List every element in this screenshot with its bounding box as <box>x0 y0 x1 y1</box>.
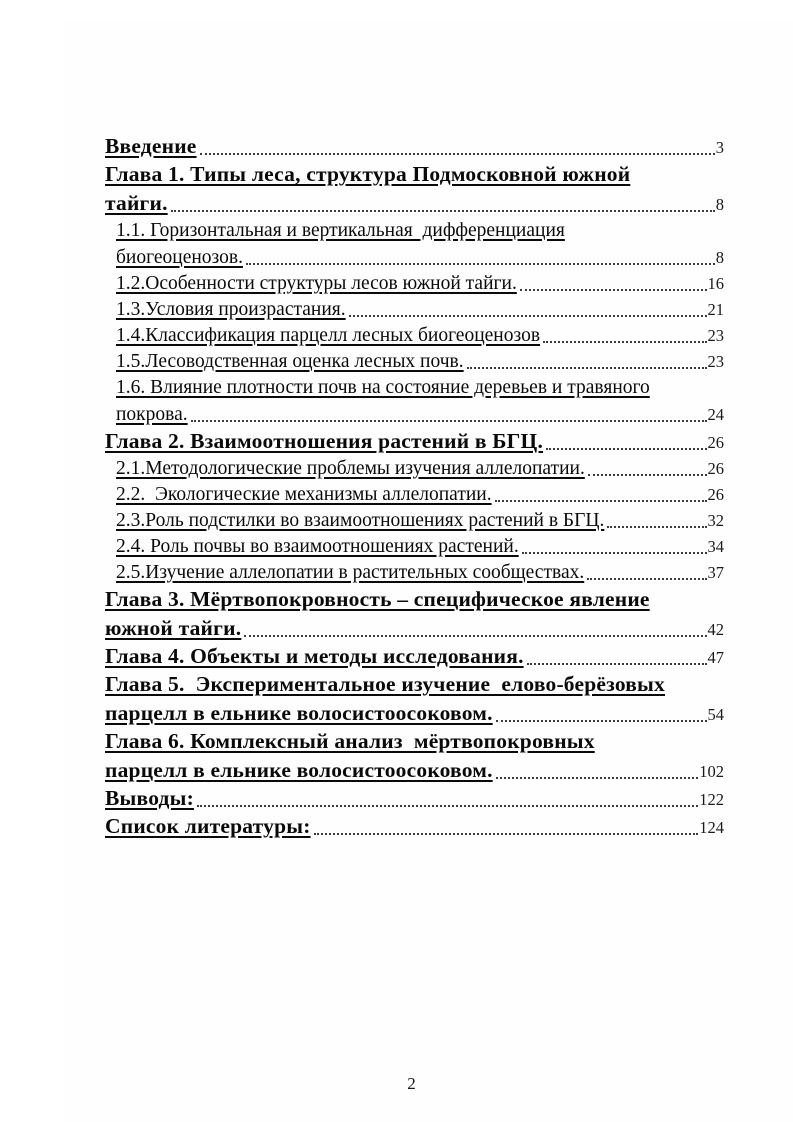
toc-leader-dots <box>244 635 706 637</box>
toc-page-number: 26 <box>707 459 724 478</box>
toc-page-number: 54 <box>707 705 724 724</box>
toc-leader-dots <box>588 474 707 476</box>
toc-leader-dots <box>522 552 707 554</box>
toc-line <box>116 375 724 402</box>
toc-entry-title: 2.3.Роль подстилки во взаимоотношениях растений в БГЦ. <box>116 510 605 531</box>
toc-page-number: 37 <box>707 563 724 582</box>
toc-leader-dots <box>527 663 707 665</box>
toc-leader-dots <box>546 448 706 450</box>
toc-line <box>105 700 724 728</box>
toc-entry <box>105 323 724 349</box>
toc-entry-title: Список литературы: <box>105 814 311 838</box>
toc-page-number: 3 <box>715 138 724 157</box>
toc-leader-dots <box>607 526 706 528</box>
toc-line <box>105 615 724 643</box>
toc-entry <box>105 534 724 560</box>
toc-entry-title: Глава 1. Типы леса, структура Подмосковной южной <box>105 162 631 186</box>
toc-entry-title: 1.2.Особенности структуры лесов южной тайги. <box>116 273 517 294</box>
toc-line <box>116 218 724 245</box>
toc-entry-title: 1.6. Влияние плотности почв на состояние деревьев и травяного <box>116 377 650 398</box>
toc-entry <box>105 456 724 482</box>
toc-entry <box>105 218 724 271</box>
toc-page-number: 124 <box>699 818 724 837</box>
toc-entry <box>105 671 724 728</box>
toc-entry <box>105 785 724 813</box>
toc-entry-title: Глава 3. Мёртвопокровность – специфическое явление <box>105 587 650 611</box>
toc-entry-title: биогеоценозов. <box>116 247 243 268</box>
toc-line <box>116 245 724 271</box>
toc-line <box>116 456 724 482</box>
toc-entry-title: 1.3.Условия произрастания. <box>116 299 346 320</box>
toc-page-number: 47 <box>707 648 724 667</box>
toc-line <box>116 482 724 508</box>
toc-entry <box>105 349 724 375</box>
toc-entry <box>105 482 724 508</box>
toc-leader-dots <box>520 289 707 291</box>
toc-entry-title: Глава 4. Объекты и методы исследования. <box>105 644 524 668</box>
toc-leader-dots <box>200 153 715 155</box>
toc-page-number: 8 <box>715 195 724 214</box>
toc-leader-dots <box>467 367 707 369</box>
toc-entry-title: парцелл в ельнике волосистоосоковом. <box>105 701 493 725</box>
toc-page-number: 23 <box>707 326 724 345</box>
toc-leader-dots <box>171 210 715 212</box>
toc-line <box>116 271 724 297</box>
table-of-contents <box>105 133 724 841</box>
toc-page-number: 42 <box>707 620 724 639</box>
toc-line <box>105 785 724 813</box>
toc-line <box>116 323 724 349</box>
toc-entry <box>105 728 724 785</box>
toc-leader-dots <box>543 341 706 343</box>
toc-entry-title: 2.1.Методологические проблемы изучения аллелопатии. <box>116 458 585 479</box>
toc-leader-dots <box>496 720 707 722</box>
toc-leader-dots <box>246 263 715 265</box>
toc-line <box>105 671 724 700</box>
toc-line <box>105 161 724 190</box>
toc-entry-title: Глава 6. Комплексный анализ мёртвопокровных <box>105 729 595 753</box>
toc-entry-title: парцелл в ельнике волосистоосоковом. <box>105 758 493 782</box>
toc-entry-title: Выводы: <box>105 786 194 810</box>
toc-line <box>105 586 724 615</box>
toc-entry <box>105 643 724 671</box>
toc-line <box>116 534 724 560</box>
toc-line <box>116 297 724 323</box>
toc-page-number: 16 <box>707 274 724 293</box>
toc-line <box>116 560 724 586</box>
toc-line <box>105 813 724 841</box>
toc-page-number: 122 <box>699 790 724 809</box>
toc-page-number: 26 <box>707 433 724 452</box>
toc-line <box>105 428 724 456</box>
toc-entry <box>105 428 724 456</box>
toc-entry <box>105 297 724 323</box>
toc-page-number: 21 <box>707 300 724 319</box>
toc-page-number: 26 <box>707 485 724 504</box>
toc-entry-title: тайги. <box>105 191 168 215</box>
toc-entry <box>105 813 724 841</box>
toc-entry-title: Введение <box>105 134 197 158</box>
toc-line <box>116 508 724 534</box>
toc-line <box>116 402 724 428</box>
toc-leader-dots <box>587 578 706 580</box>
toc-line <box>105 190 724 218</box>
toc-entry <box>105 271 724 297</box>
toc-entry <box>105 375 724 428</box>
toc-entry-title: 2.5.Изучение аллелопатии в растительных сообществах. <box>116 562 585 583</box>
toc-entry <box>105 133 724 161</box>
toc-line <box>105 133 724 161</box>
toc-entry-title: 1.1. Горизонтальная и вертикальная дифференциация <box>116 220 565 241</box>
toc-leader-dots <box>496 777 699 779</box>
toc-entry-title: южной тайги. <box>105 616 242 640</box>
toc-line <box>105 643 724 671</box>
toc-entry <box>105 586 724 643</box>
toc-line <box>105 757 724 785</box>
toc-leader-dots <box>314 833 699 835</box>
toc-entry-title: 1.4.Классификация парцелл лесных биогеоценозов <box>116 325 541 346</box>
footer-page-number: 2 <box>407 1074 416 1093</box>
toc-entry-title: 1.5.Лесоводственная оценка лесных почв. <box>116 351 464 372</box>
toc-entry <box>105 560 724 586</box>
toc-page-number: 8 <box>715 248 724 267</box>
toc-entry-title: покрова. <box>116 404 188 425</box>
toc-entry <box>105 508 724 534</box>
toc-page-number: 32 <box>707 511 724 530</box>
toc-entry <box>105 161 724 218</box>
toc-leader-dots <box>349 315 707 317</box>
toc-entry-title: Глава 5. Экспериментальное изучение елово-берёзовых <box>105 672 665 696</box>
toc-page-number: 34 <box>707 537 724 556</box>
toc-leader-dots <box>197 805 698 807</box>
toc-page-number: 24 <box>707 405 724 424</box>
toc-entry-title: Глава 2. Взаимоотношения растений в БГЦ. <box>105 429 544 453</box>
toc-leader-dots <box>191 420 707 422</box>
toc-line <box>116 349 724 375</box>
toc-leader-dots <box>495 500 707 502</box>
toc-entry-title: 2.2. Экологические механизмы аллелопатии. <box>116 484 492 505</box>
toc-line <box>105 728 724 757</box>
toc-entry-title: 2.4. Роль почвы во взаимоотношениях растений. <box>116 536 519 557</box>
toc-page-number: 23 <box>707 352 724 371</box>
page-footer <box>30 1074 793 1094</box>
toc-page-number: 102 <box>699 762 724 781</box>
